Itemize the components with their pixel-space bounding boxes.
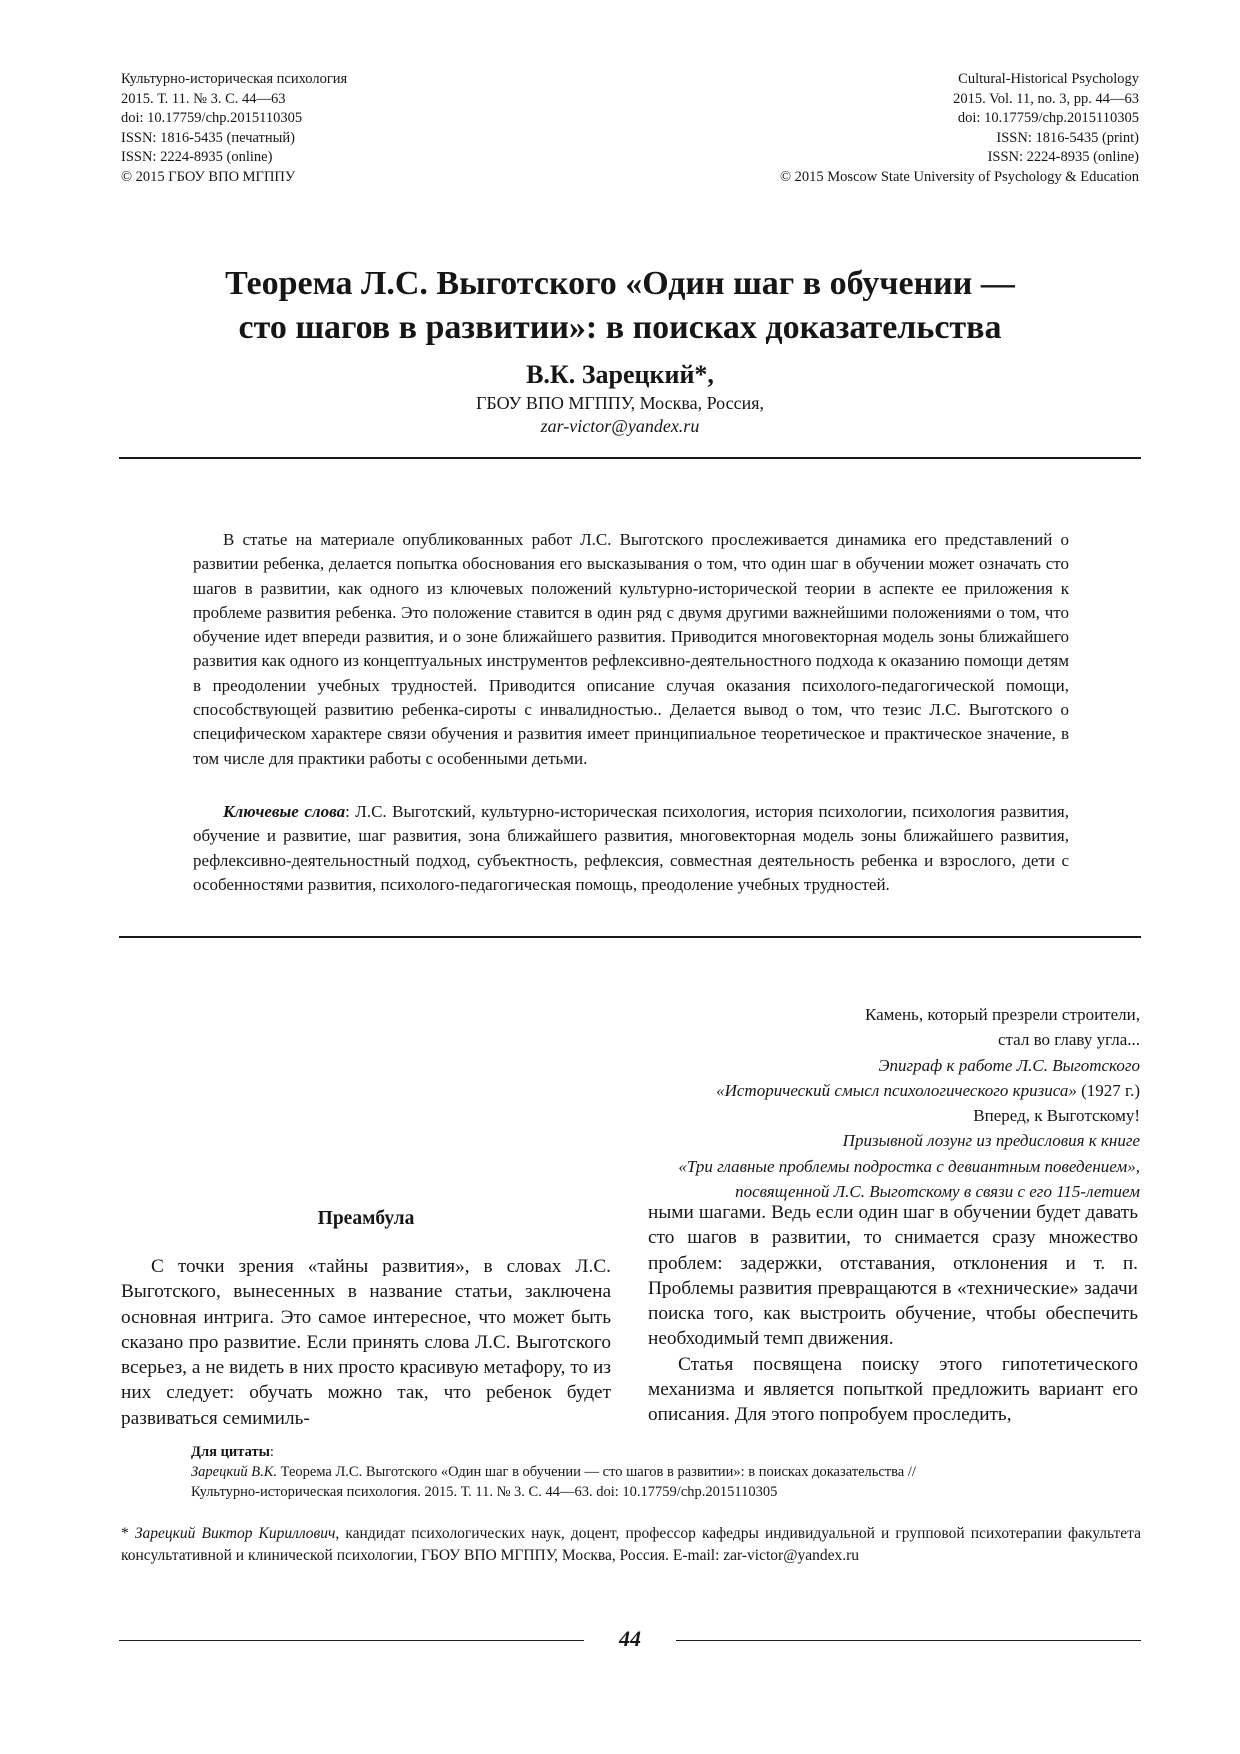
author-footnote	[121, 1523, 1141, 1566]
citation-block	[191, 1442, 1091, 1502]
issue-info-en: 2015. Vol. 11, no. 3, pp. 44—63	[953, 90, 1139, 107]
footnote-name: Зарецкий Виктор Кириллович	[134, 1525, 336, 1542]
keywords-text: : Л.С. Выготский, культурно-историческая психология, история психологии, психология развития, обучение и развитие, шаг развития, зона ближайшего развития, многовекторная модель зоны ближайшего развития, рефлексивно-деятельностный подход, субъектность, рефлексия, совместная деятельность ребенка и взрослого, дети с особенностями развития, психолого-педагогическая помощь, преодоление учебных трудностей.	[193, 802, 1069, 894]
author-email: zar-victor@yandex.ru	[540, 416, 700, 436]
keywords	[193, 800, 1069, 897]
title-line-2: сто шагов в развитии»: в поисках доказательства	[238, 309, 1002, 346]
epigraph-line: Камень, который презрели строители,	[865, 1005, 1140, 1024]
epigraph-source: Призывной лозунг из предисловия к книге	[842, 1131, 1140, 1151]
journal-header-en	[579, 70, 1139, 187]
section-heading: Преамбула	[317, 1208, 415, 1229]
journal-name-en: Cultural-Historical Psychology	[958, 71, 1139, 87]
page-number: 44	[619, 1626, 641, 1651]
issn-online-ru: ISSN: 2224-8935 (online)	[121, 149, 273, 165]
epigraph-work-year: (1927 г.)	[1076, 1080, 1140, 1100]
footnote-text: , кандидат психологических наук, доцент, профессор кафедры индивидуальной и групповой психотерапии факультета консультативной и клинической психологии, ГБОУ ВПО МГППУ, Москва, Россия. E-mail: zar-victor@yandex.ru	[121, 1525, 1142, 1564]
author-affiliation: ГБОУ ВПО МГППУ, Москва, Россия,	[476, 393, 764, 413]
article-title	[100, 262, 1140, 350]
doi-ru: doi: 10.17759/chp.2015110305	[121, 110, 303, 126]
copyright-en: © 2015 Moscow State University of Psychology & Education	[780, 168, 1139, 185]
keywords-label: Ключевые слова	[223, 802, 346, 821]
citation-label: Для цитаты	[191, 1444, 270, 1460]
body-paragraph: Статья посвящена поиску этого гипотетического механизма и является попыткой предложить вариант его описания. Для этого попробуем проследить,	[648, 1353, 1138, 1426]
epigraph-source-work	[440, 1078, 1140, 1103]
author-name: В.К. Зарецкий*,	[526, 360, 714, 389]
epigraph-work-title: «Исторический смысл психологического кризиса»	[716, 1080, 1077, 1100]
citation-author: Зарецкий В.К.	[191, 1464, 278, 1480]
epigraph-line: стал во главу угла...	[998, 1030, 1140, 1050]
footer-rule-left	[119, 1640, 584, 1641]
copyright-ru: © 2015 ГБОУ ВПО МГППУ	[121, 168, 296, 185]
epigraph-source: посвященной Л.С. Выготскому в связи с его 115-летием	[735, 1182, 1140, 1202]
divider-top	[119, 457, 1141, 459]
epigraph-source: Эпиграф к работе Л.С. Выготского	[878, 1055, 1140, 1075]
issn-print-en: ISSN: 1816-5435 (print)	[996, 129, 1139, 146]
citation-source: Культурно-историческая психология. 2015. Т. 11. № 3. С. 44—63. doi: 10.17759/chp.2015110305	[191, 1484, 778, 1500]
journal-name-ru: Культурно-историческая психология	[121, 71, 348, 87]
body-paragraph-left: С точки зрения «тайны развития», в словах Л.С. Выготского, вынесенных в название статьи, заключена основная интрига. Это самое интересное, что может быть сказано про развитие. Если принять слова Л.С. Выготского всерьез, а не видеть в них просто красивую метафору, то из них следует: обучать можно так, что ребенок будет развиваться семимиль-	[121, 1256, 611, 1429]
issn-online-en: ISSN: 2224-8935 (online)	[987, 149, 1139, 165]
doi-en: doi: 10.17759/chp.2015110305	[957, 110, 1139, 126]
issn-print-ru: ISSN: 1816-5435 (печатный)	[121, 129, 295, 146]
title-line-1: Теорема Л.С. Выготского «Один шаг в обучении —	[225, 265, 1015, 302]
epigraph	[440, 1002, 1140, 1204]
divider-bottom	[119, 936, 1141, 938]
citation-title: Теорема Л.С. Выготского «Один шаг в обучении — сто шагов в развитии»: в поисках доказательства //	[277, 1464, 916, 1480]
epigraph-source: «Три главные проблемы подростка с девиантным поведением»,	[678, 1156, 1140, 1176]
footer-rule-right	[676, 1640, 1141, 1641]
body-paragraph: ными шагами. Ведь если один шаг в обучении будет давать сто шагов в развитии, то снимается сразу множество проблем: задержки, отставания, отклонения и т. п. Проблемы развития превращаются в «технические» задачи поиска того, как выстроить обучение, чтобы обеспечить необходимый темп движения.	[648, 1202, 1138, 1350]
journal-header-ru	[121, 70, 541, 187]
citation-colon: :	[269, 1444, 274, 1460]
issue-info-ru: 2015. Т. 11. № 3. С. 44—63	[121, 90, 286, 107]
abstract: В статье на материале опубликованных работ Л.С. Выготского прослеживается динамика его представлений о развитии ребенка, делается попытка обоснования его высказывания о том, что один шаг в обучении может означать сто шагов в развитии, как одного из ключевых положений культурно-исторической теории в аспекте ее приложения к проблеме развития ребенка. Это положение ставится в один ряд с двумя другими важнейшими положениями о том, что обучение идет впереди развития, и о зоне ближайшего развития. Приводится многовекторная модель зоны ближайшего развития как одного из концептуальных инструментов рефлексивно-деятельностного подхода к оказанию помощи детям в преодолении учебных трудностей. Приводится описание случая оказания психолого-педагогической помощи, способствующей развитию ребенка-сироты с инвалидностью.. Делается вывод о том, что тезис Л.С. Выготского о специфическом характере связи обучения и развития имеет принципиальное теоретическое и практическое значение, в том числе для практики работы с особенными детьми.	[193, 530, 1069, 768]
footnote-mark: *	[121, 1525, 135, 1542]
body-column-right	[648, 1200, 1138, 1428]
epigraph-line: Вперед, к Выготскому!	[973, 1106, 1140, 1126]
